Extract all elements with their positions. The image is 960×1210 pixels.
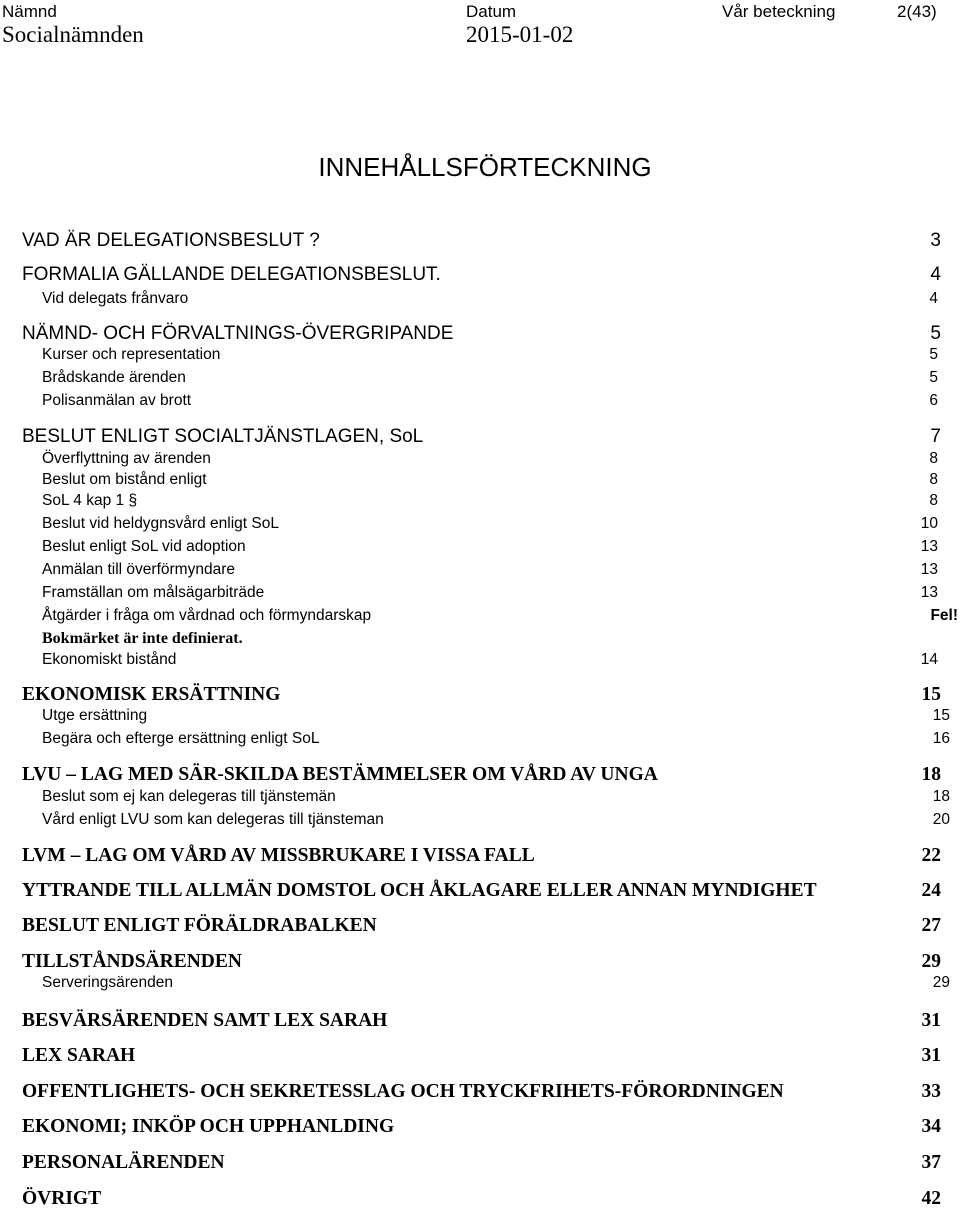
toc-entry-text[interactable]: EKONOMISK ERSÄTTNING: [22, 684, 281, 705]
toc-entry-text[interactable]: Anmälan till överförmyndare: [42, 561, 235, 578]
toc-entry-page: 16: [932, 730, 950, 747]
toc-entry-page: 3: [930, 230, 941, 251]
toc-entry-page: 37: [921, 1152, 941, 1173]
header-namnd-value: Socialnämnden: [2, 22, 144, 47]
toc-entry-page: 7: [930, 426, 941, 447]
toc-entry-text[interactable]: BESLUT ENLIGT FÖRÄLDRABALKEN: [22, 915, 377, 936]
toc-entry-page: 5: [930, 323, 941, 344]
page-title: INNEHÅLLSFÖRTECKNING: [318, 152, 652, 182]
toc-entry-text[interactable]: Beslut vid heldygnsvård enligt SoL: [42, 515, 279, 532]
toc-entry-page: 18: [921, 764, 941, 785]
toc-entry-text[interactable]: LVM – LAG OM VÅRD AV MISSBRUKARE I VISSA FALL: [22, 845, 535, 866]
toc-entry-text[interactable]: VAD ÄR DELEGATIONSBESLUT ?: [22, 230, 320, 251]
toc-entry-text[interactable]: Serveringsärenden: [42, 974, 173, 991]
toc-entry-page: 31: [921, 1010, 941, 1031]
toc-entry-text[interactable]: Utge ersättning: [42, 707, 148, 724]
toc-entry-page: 13: [920, 538, 938, 555]
toc-entry-text[interactable]: Ekonomiskt bistånd: [42, 651, 177, 668]
toc-entry-page: 29: [932, 974, 950, 991]
header-datum-value: 2015-01-02: [466, 22, 574, 47]
toc-entry-text[interactable]: Åtgärder i fråga om vårdnad och förmyndarskap: [42, 607, 372, 624]
toc-entry-page: 34: [921, 1116, 941, 1137]
toc-entry-text[interactable]: Beslut om bistånd enligt: [42, 471, 207, 488]
toc-entry-text[interactable]: ÖVRIGT: [22, 1188, 102, 1209]
toc-entry-page: 33: [921, 1081, 941, 1102]
toc-entry-text[interactable]: Begära och efterge ersättning enligt SoL: [42, 730, 320, 747]
toc-entry-text[interactable]: FORMALIA GÄLLANDE DELEGATIONSBESLUT.: [22, 264, 441, 285]
toc-entry-page: 27: [921, 915, 941, 936]
toc-entry-page: 15: [932, 707, 950, 724]
toc-entry-text[interactable]: Kurser och representation: [42, 346, 221, 363]
toc-entry-page: 15: [921, 684, 941, 705]
header-label-datum: Datum: [466, 2, 517, 21]
toc-entry-text[interactable]: Framställan om målsägarbiträde: [42, 584, 265, 601]
toc-entry-page: 24: [921, 880, 941, 901]
toc-entry-page: 8: [929, 492, 938, 509]
toc-entry-page: 13: [920, 584, 938, 601]
toc-entry-text[interactable]: Polisanmälan av brott: [42, 392, 192, 409]
toc-entry-page: 18: [932, 788, 950, 805]
toc-entry-text[interactable]: TILLSTÅNDSÄRENDEN: [22, 951, 242, 972]
toc-entry-page: 29: [921, 951, 941, 972]
toc-entry-page: 13: [920, 561, 938, 578]
toc-entry-page: 10: [920, 515, 938, 532]
toc-entry-text[interactable]: BESVÄRSÄRENDEN SAMT LEX SARAH: [22, 1010, 388, 1031]
toc-entry-text[interactable]: Vård enligt LVU som kan delegeras till tjänsteman: [42, 811, 384, 828]
toc-entry-page: 5: [929, 346, 938, 363]
toc-entry-page: 8: [929, 450, 938, 467]
header-label-namnd: Nämnd: [2, 2, 57, 21]
toc-entry-text[interactable]: Vid delegats frånvaro: [42, 290, 189, 307]
toc-entry-text[interactable]: NÄMND- OCH FÖRVALTNINGS-ÖVERGRIPANDE: [22, 323, 454, 344]
toc-entry-page: 20: [932, 811, 950, 828]
toc-entry-text[interactable]: BESLUT ENLIGT SOCIALTJÄNSTLAGEN, SoL: [22, 426, 424, 447]
toc-entry-page: 4: [929, 290, 938, 307]
toc-entry-text[interactable]: LVU – LAG MED SÄR-SKILDA BESTÄMMELSER OM VÅRD AV UNGA: [22, 764, 658, 785]
toc-entry-page: 8: [929, 471, 938, 488]
toc-entry-text[interactable]: OFFENTLIGHETS- OCH SEKRETESSLAG OCH TRYCKFRIHETS-FÖRORDNINGEN: [22, 1081, 784, 1102]
toc-entry-page: 31: [921, 1045, 941, 1066]
toc-entry-text[interactable]: PERSONALÄRENDEN: [22, 1152, 225, 1173]
toc-entry-page: 6: [929, 392, 938, 409]
toc-entry-text[interactable]: Bokmärket är inte definierat.: [42, 630, 243, 647]
toc-entry-text[interactable]: Brådskande ärenden: [42, 369, 186, 386]
toc-entry-page: 42: [921, 1188, 941, 1209]
toc-entry-text[interactable]: YTTRANDE TILL ALLMÄN DOMSTOL OCH ÅKLAGARE ELLER ANNAN MYNDIGHET: [22, 880, 817, 901]
toc-entry-text[interactable]: Beslut enligt SoL vid adoption: [42, 538, 246, 555]
toc-entry-page: 4: [930, 264, 941, 285]
toc-entry-text[interactable]: Överflyttning av ärenden: [42, 450, 211, 467]
toc-entry-page: 5: [929, 369, 938, 386]
header-label-beteckning: Vår beteckning: [722, 2, 836, 21]
toc-entry-page: Fel!: [930, 607, 958, 624]
toc-entry-page: 22: [921, 845, 941, 866]
toc-entry-page: 14: [920, 651, 938, 668]
header-page-number: 2(43): [897, 2, 937, 21]
toc-entry-text[interactable]: Beslut som ej kan delegeras till tjänstemän: [42, 788, 336, 805]
toc-entry-text[interactable]: EKONOMI; INKÖP OCH UPPHANLDING: [22, 1116, 395, 1137]
toc-entry-text[interactable]: SoL 4 kap 1 §: [42, 492, 138, 509]
toc-entry-text[interactable]: LEX SARAH: [22, 1045, 136, 1066]
